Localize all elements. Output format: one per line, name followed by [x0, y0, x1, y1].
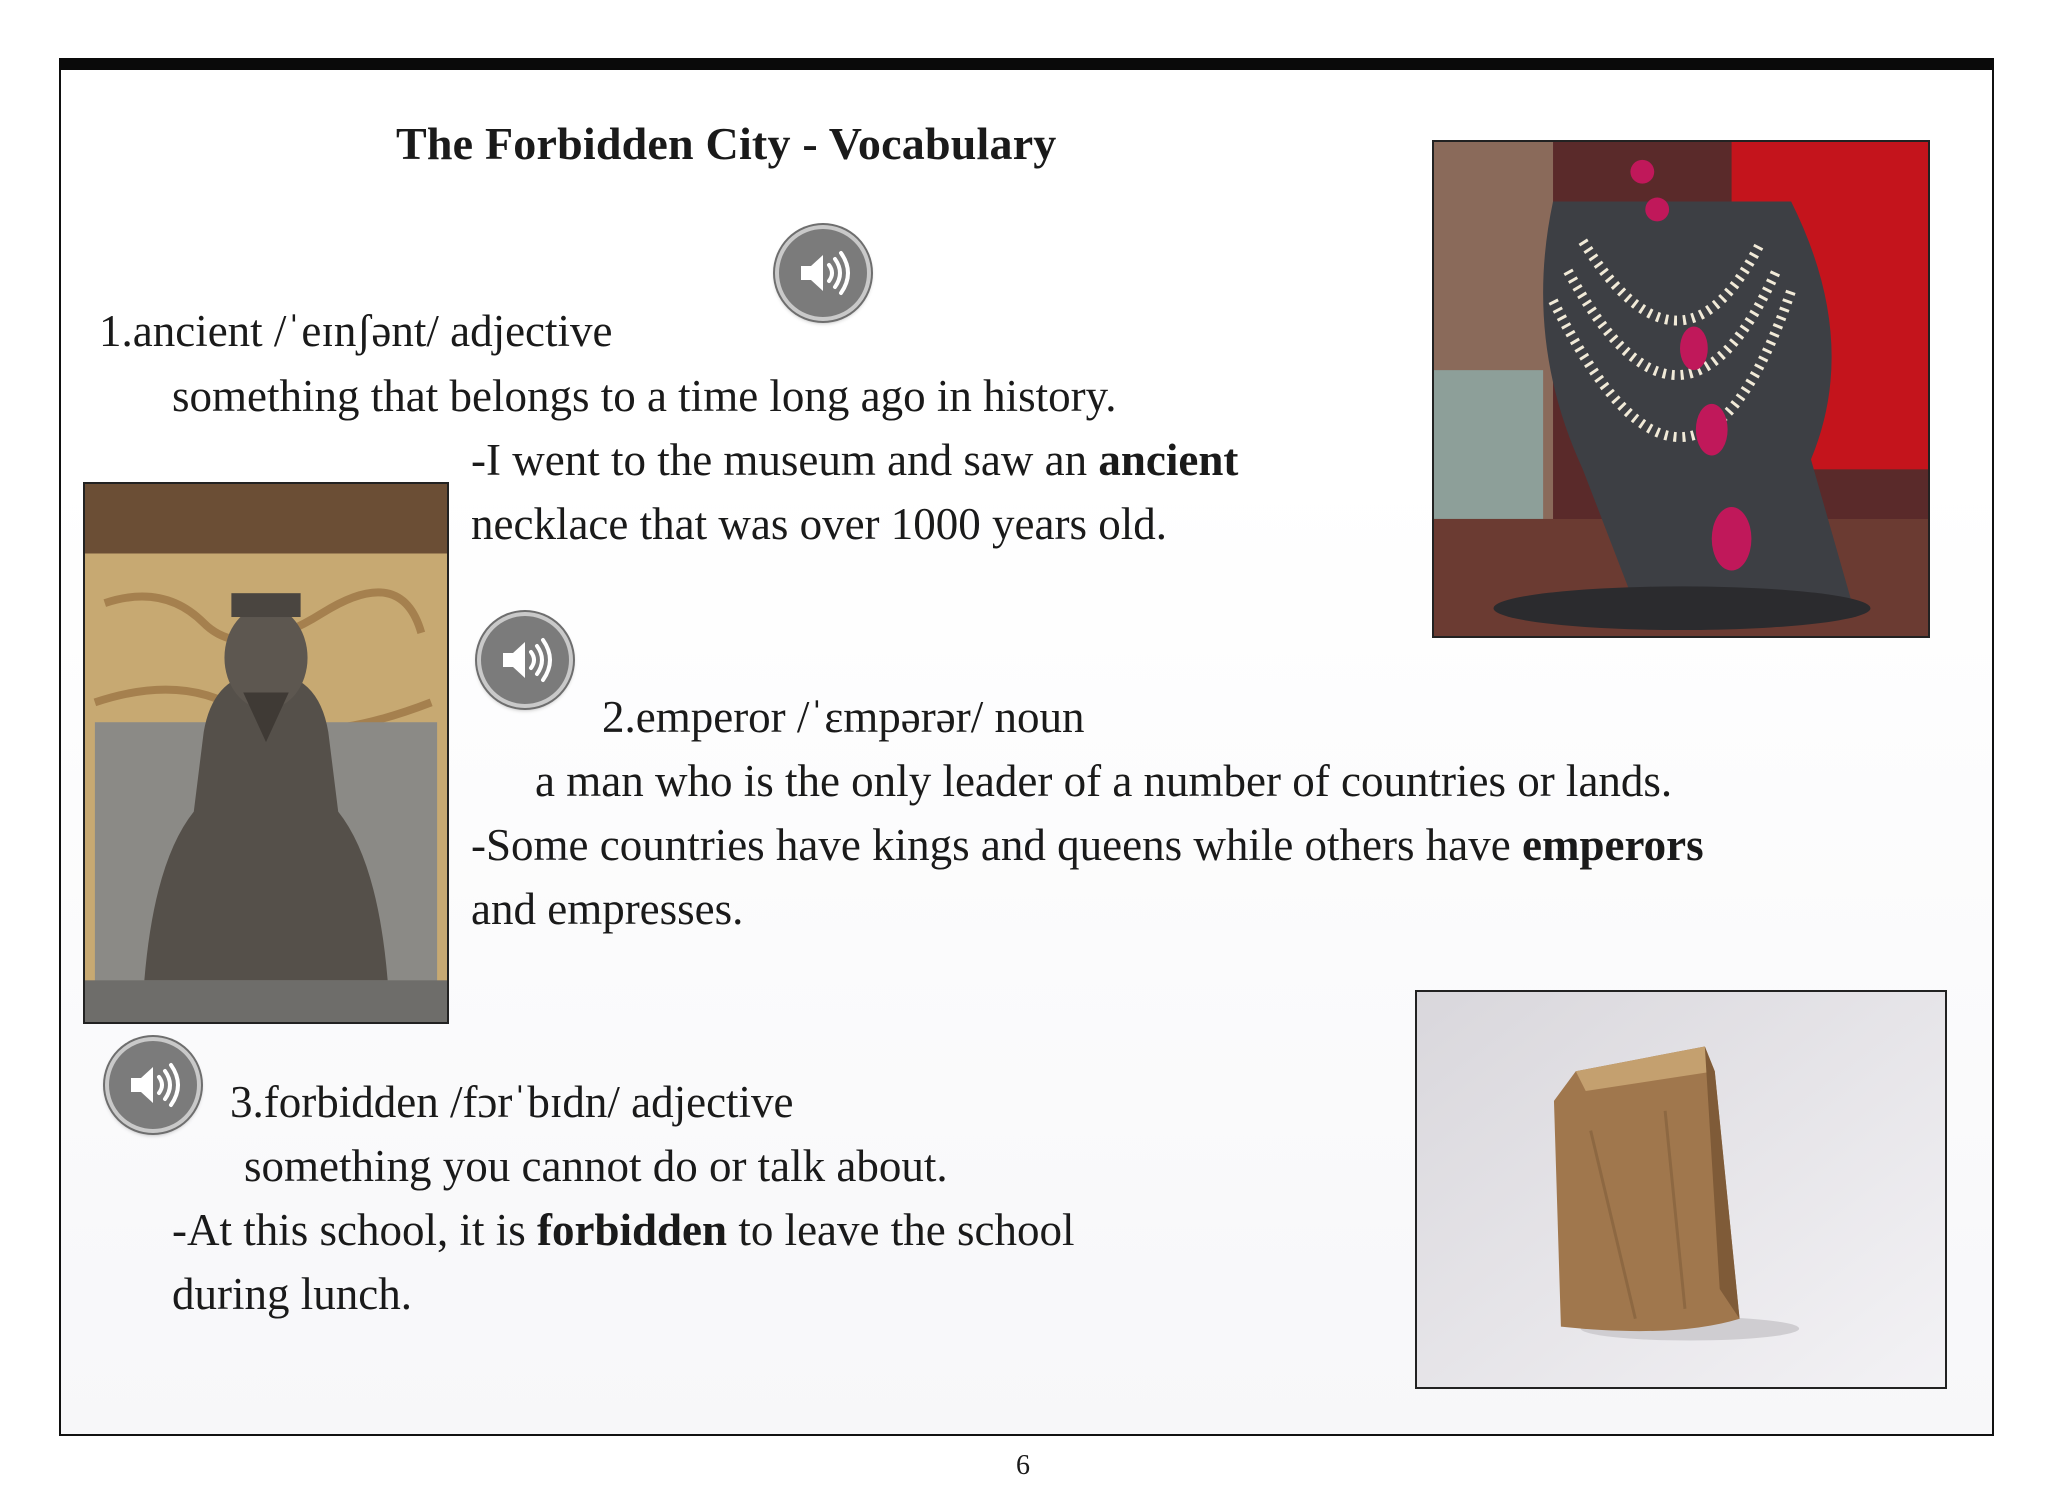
entry-emperor-example: [471, 820, 1704, 870]
audio-button-ancient[interactable]: [775, 225, 871, 321]
emperor-statue-photo: [83, 482, 449, 1024]
audio-button-forbidden[interactable]: [105, 1037, 201, 1133]
entry-emperor-definition: a man who is the only leader of a number of countries or lands.: [535, 756, 1673, 806]
entry-ancient-example-line2: necklace that was over 1000 years old.: [471, 499, 1167, 549]
entry-ancient-example: [471, 435, 1239, 485]
example-keyword: forbidden: [537, 1205, 728, 1255]
example-text: -Some countries have kings and queens while others have: [471, 820, 1522, 870]
example-text: -I went to the museum and saw an: [471, 435, 1099, 485]
necklace-photo: [1432, 140, 1930, 638]
entry-ancient-heading: 1.ancient /ˈeɪnʃənt/ adjective: [99, 306, 613, 356]
paper-bag-photo: [1415, 990, 1947, 1389]
top-rule: [59, 58, 1994, 70]
entry-forbidden-example: [172, 1205, 1075, 1255]
page-number: 6: [1016, 1450, 1030, 1481]
entry-ancient-definition: something that belongs to a time long ago in history.: [172, 371, 1117, 421]
speaker-icon: [123, 1055, 183, 1115]
entry-forbidden-heading: 3.forbidden /fɔrˈbɪdn/ adjective: [230, 1077, 794, 1127]
entry-emperor-example-line2: and empresses.: [471, 884, 744, 934]
example-text-end: to leave the school: [727, 1205, 1075, 1255]
entry-forbidden-example-line2: during lunch.: [172, 1269, 412, 1319]
speaker-icon: [793, 243, 853, 303]
audio-button-emperor[interactable]: [477, 612, 573, 708]
speaker-icon: [495, 630, 555, 690]
example-keyword: ancient: [1098, 435, 1239, 485]
example-keyword: emperors: [1521, 820, 1704, 870]
example-text: -At this school, it is: [172, 1205, 538, 1255]
page-title: The Forbidden City - Vocabulary: [396, 118, 1057, 169]
entry-emperor-heading: 2.emperor /ˈɛmpərər/ noun: [602, 692, 1085, 742]
entry-forbidden-definition: something you cannot do or talk about.: [244, 1141, 948, 1191]
